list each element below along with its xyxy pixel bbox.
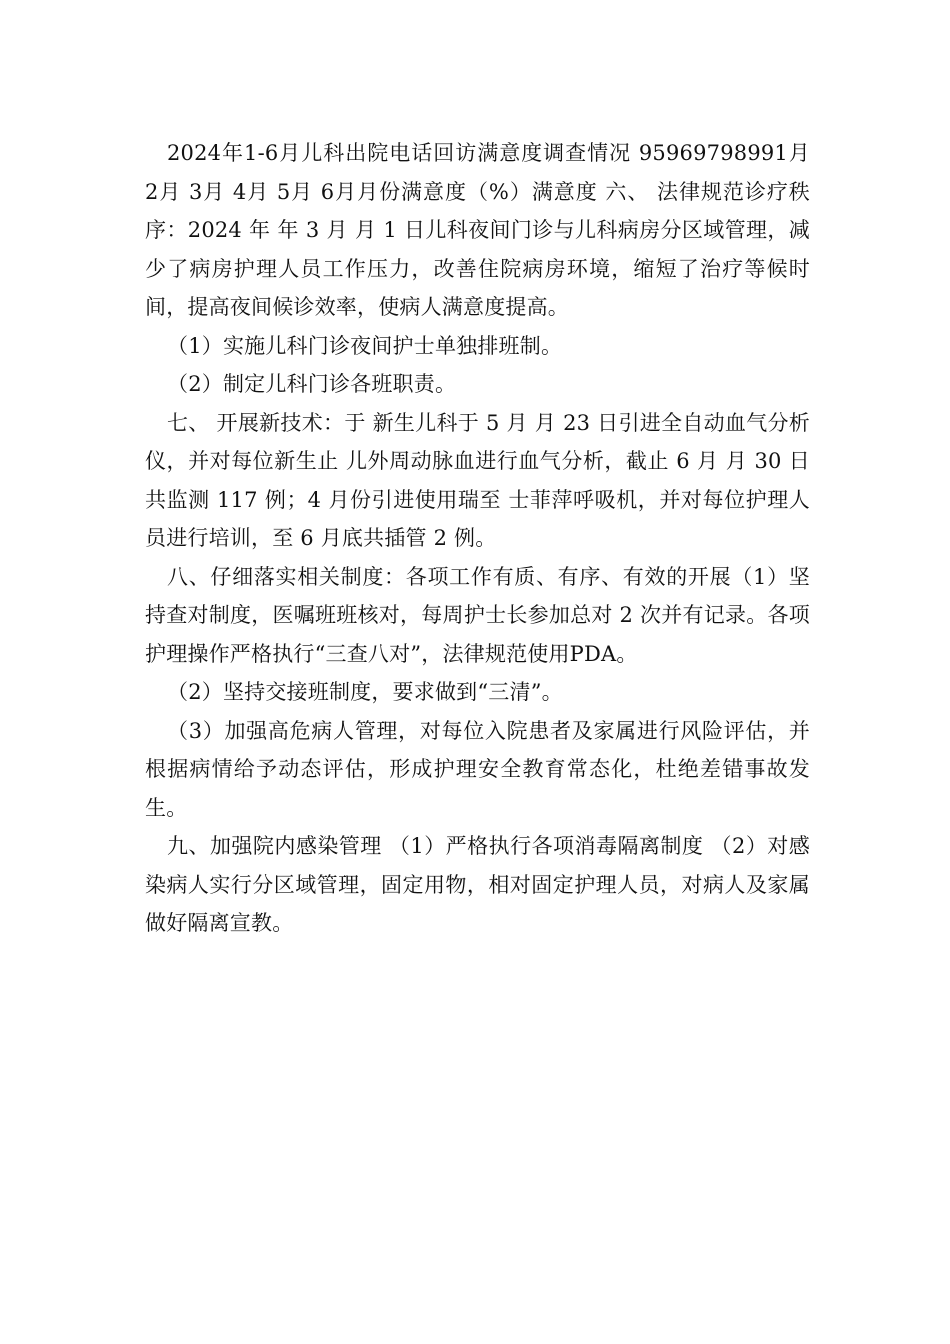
- paragraph-3: （2）制定儿科门诊各班职责。: [167, 372, 457, 396]
- paragraph-6: （2）坚持交接班制度，要求做到“三清”。: [167, 680, 563, 704]
- paragraph-1: 2024年1-6月儿科出院电话回访满意度调查情况 95969798991月 2月 3月 4月 5月 6月月份满意度（%）满意度 六、 法律规范诊疗秩序：2024 年 年 3 月 月 1 日儿科夜间门诊与儿科病房分区域管理，减少了病房护理人员工作压力，改善住院病房环境，缩短了治疗等候时间，提高夜间候诊效率，使病人满意度提高。: [145, 141, 810, 319]
- paragraph-8: 九、加强院内感染管理 （1）严格执行各项消毒隔离制度 （2）对感染病人实行分区域管理，固定用物，相对固定护理人员，对病人及家属做好隔离宣教。: [145, 834, 810, 935]
- paragraph-4: 七、 开展新技术：于 新生儿科于 5 月 月 23 日引进全自动血气分析仪，并对每位新生止 儿外周动脉血进行血气分析，截止 6 月 月 30 日共监测 117 例；4 月份引进使用瑞至 士菲萍呼吸机，并对每位护理人员进行培训，至 6 月底共插管 2 例。: [145, 410, 810, 550]
- paragraph-2: （1）实施儿科门诊夜间护士单独排班制。: [167, 333, 563, 358]
- paragraph-7: （3）加强高危病人管理，对每位入院患者及家属进行风险评估，并根据病情给予动态评估，形成护理安全教育常态化，杜绝差错事故发生。: [145, 718, 810, 820]
- document-page: [145, 134, 810, 943]
- paragraph-5: 八、仔细落实相关制度：各项工作有质、有序、有效的开展（1）坚持查对制度，医嘱班班核对，每周护士长参加总对 2 次并有记录。各项护理操作严格执行“三查八对”，法律规范使用PDA。: [145, 564, 810, 666]
